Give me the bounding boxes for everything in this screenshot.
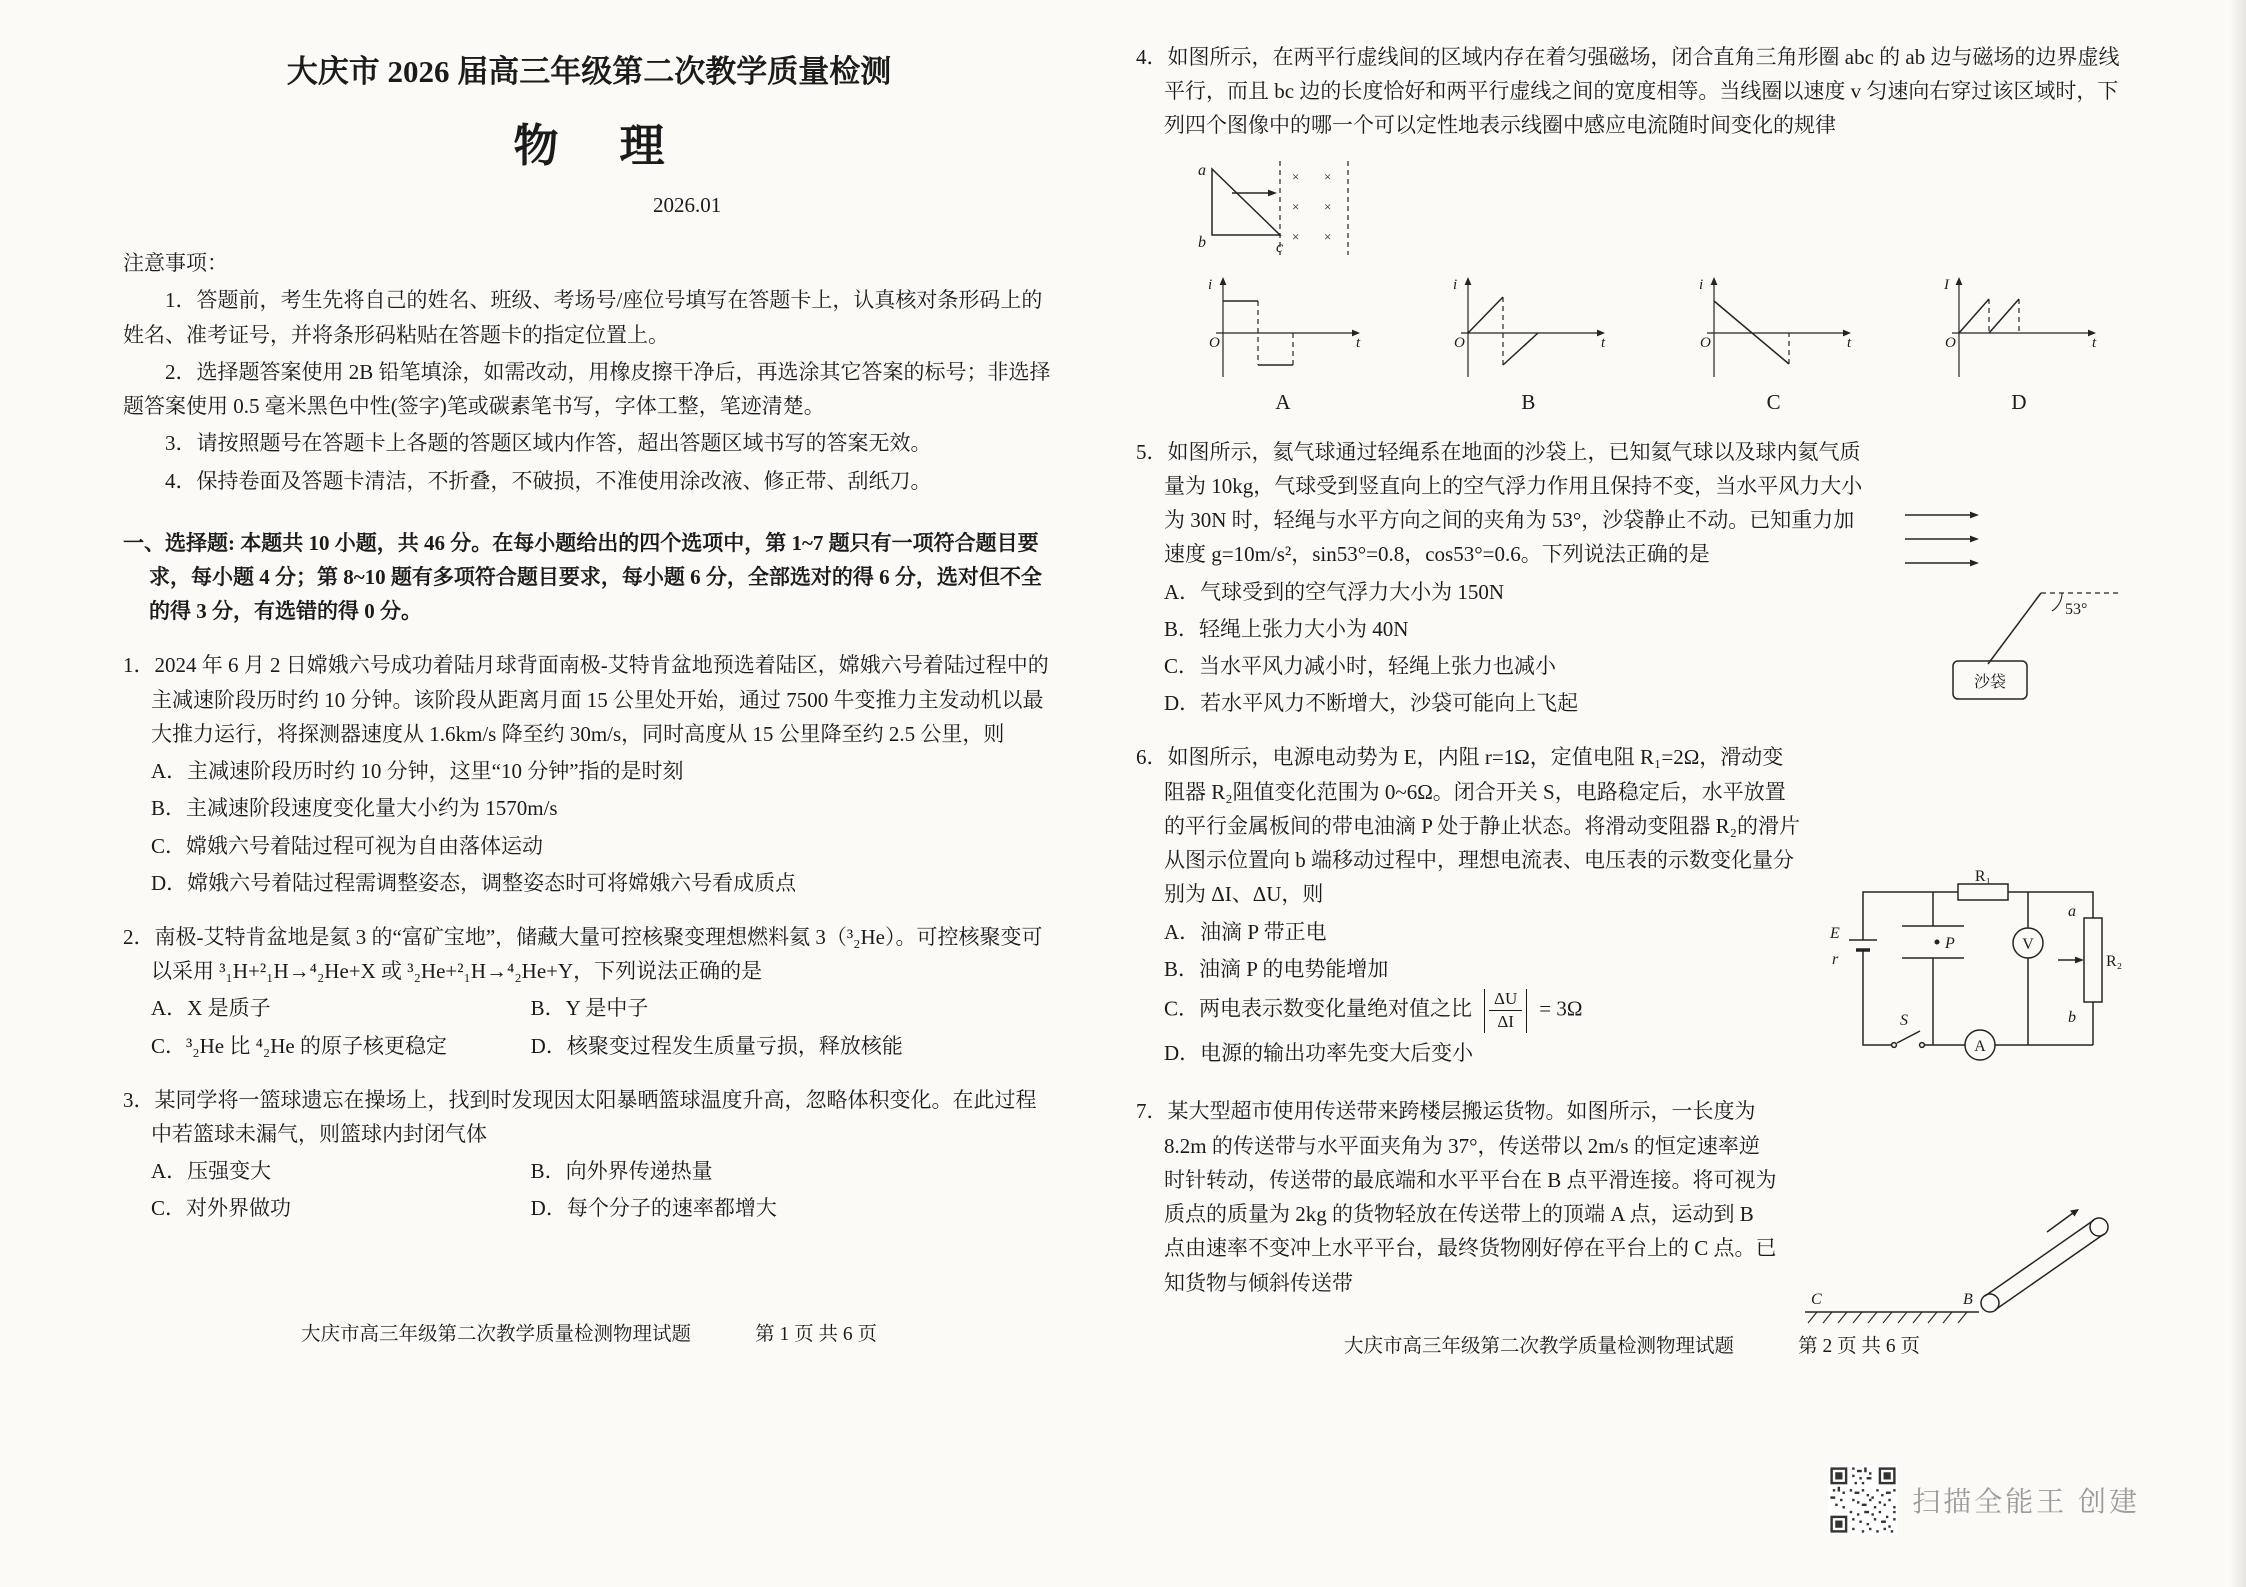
emf-label: E (1830, 925, 1840, 943)
platform (1805, 1312, 1979, 1323)
graph-option-c (1679, 271, 1869, 415)
question-4 (1136, 40, 2128, 415)
question-6-stem: 6．如图所示，电源电动势为 E，内阻 r=1Ω，定值电阻 R₁=2Ω，滑动变阻器 R₂阻值变化范围为 0~6Ω。闭合开关 S，电路稳定后，水平放置的平行金属板间的带电油滴 P 处于静止状态。将滑动变阻器 R₂的滑片从图示位置向 b 端移动过程中，理想电流表、电压表的示数变化量分别为 ΔI、ΔU，则 (1136, 745, 1800, 907)
switch-icon (1892, 1031, 1925, 1047)
axis-label-t: t (1601, 334, 1606, 351)
footer-page-number: 第 1 页 共 6 页 (755, 1324, 877, 1345)
question-2-option-b: B．Y 是中子 (530, 996, 649, 1021)
rope-and-angle (1988, 593, 2121, 664)
sandbag-label: 沙袋 (1973, 673, 2007, 691)
resistor-r1-label: R₁ (1974, 870, 1992, 886)
graph-option-label: B (1521, 389, 1536, 414)
notice-item-4: 4．保持卷面及答题卡清洁，不折叠，不破损，不准使用涂改液、修正带、刮纸刀。 (165, 468, 932, 493)
axis-label-t: t (1846, 334, 1851, 351)
vertex-c-label: c (1276, 238, 1284, 256)
option-c-text: C．两电表示数变化量绝对值之比 (1164, 996, 1473, 1021)
page-1 (123, 0, 1055, 1400)
axis-origin: O (1454, 334, 1466, 351)
footer-title: 大庆市高三年级第二次教学质量检测物理试题 (1344, 1336, 1735, 1357)
notice-item-2: 2．选择题答案使用 2B 铅笔填涂，如需改动，用橡皮擦干净后，再选涂其它答案的标号；非选择题答案使用 0.5 毫米黑色中性(签字)笔或碳素笔书写，字体工整，笔迹清楚。 (123, 359, 1051, 419)
balloon-sandbag-figure (1891, 501, 2126, 706)
qr-code (1828, 1465, 1898, 1535)
notice-item-3: 3．请按照题号在答题卡上各题的答题区域内作答，超出答题区域书写的答案无效。 (165, 431, 932, 456)
page-1-footer (123, 1318, 1055, 1346)
question-1-option-d: D．嫦娥六号着陆过程需调整姿态，调整姿态时可将嫦娥六号看成质点 (151, 870, 797, 895)
question-3 (123, 1083, 1055, 1226)
question-2-option-c: C．³₂He 比 ⁴₂He 的原子核更稳定 (151, 1033, 447, 1058)
question-6 (1136, 740, 2128, 1074)
svg-text:×: × (1324, 228, 1332, 244)
graph-option-label: C (1766, 389, 1781, 414)
svg-text:×: × (1292, 198, 1300, 214)
question-6-option-d: D．电源的输出功率先变大后变小 (1164, 1040, 1474, 1065)
vertex-b-label: b (1198, 233, 1206, 251)
curve (1468, 297, 1538, 365)
question-6-option-a: A．油滴 P 带正电 (1164, 919, 1327, 944)
point-c-label: C (1811, 1291, 1822, 1309)
axis-label-i: i (1698, 276, 1703, 293)
question-2-options-row-2 (123, 1029, 1055, 1063)
section-1-header: 一、选择题: 本题共 10 小题，共 46 分。在每小题给出的四个选项中，第 1~7 题只有一项符合题目要求，每小题 4 分；第 8~10 题有多项符合题目要求，每小题 6 分，全部选对的得 6 分，选对但不全的得 3 分，有选错的得 0 分。 (123, 530, 1042, 624)
subject-heading: 物 理 (513, 121, 673, 171)
terminal-b-label: b (2068, 1009, 2076, 1027)
question-5 (1136, 435, 2128, 721)
scan-edge-shadow (2230, 0, 2246, 1587)
voltmeter-label: V (2022, 936, 2034, 954)
oil-drop (1935, 940, 1940, 945)
axis-origin: O (1209, 334, 1220, 351)
point-b-label: B (1963, 1291, 1973, 1309)
notice-heading: 注意事项： (123, 251, 228, 276)
question-5-stem: 5．如图所示，氦气球通过轻绳系在地面的沙袋上，已知氦气球以及球内氦气质量为 10kg，气球受到竖直向上的空气浮力作用且保持不变，当水平风力大小为 30N 时，轻绳与水平方向之间的夹角为 53°，沙袋静止不动。已知重力加速度 g=10m/s²，sin53°=0.8，cos53°=0.6。下列说法正确的是 (1136, 439, 1863, 567)
svg-text:×: × (1292, 228, 1300, 244)
axes (1216, 277, 1360, 377)
fraction-denominator: ΔI (1497, 1012, 1514, 1032)
axes (1707, 277, 1851, 377)
question-7 (1136, 1094, 2128, 1350)
question-5-option-c: C．当水平风力减小时，轻绳上张力也减小 (1164, 653, 1557, 678)
voltmeter-icon (2013, 892, 2043, 1045)
terminal-a-label: a (2068, 903, 2076, 921)
question-1-stem: 1．2024 年 6 月 2 日嫦娥六号成功着陆月球背面南极-艾特肯盆地预选着陆区，嫦娥六号着陆过程中的主减速阶段历时约 10 分钟。该阶段从距离月面 15 公里处开始，通过 7500 牛变推力主发动机以最大推力运行，将探测器速度从 1.6km/s 降至约 30m/s，同时高度从 15 公里降至约 2.5 公里，则 (123, 653, 1049, 746)
question-1 (123, 648, 1055, 900)
page-2 (1136, 0, 2128, 1440)
question-3-option-d: D．每个分子的速率都增大 (530, 1196, 777, 1221)
rheostat-icon (2058, 918, 2102, 1002)
battery-icon (1849, 940, 1877, 950)
option-c-value: = 3Ω (1539, 996, 1583, 1021)
angle-label: 53° (2065, 600, 2088, 618)
answer-graphs-row (1188, 271, 2114, 415)
question-1-option-a: A．主减速阶段历时约 10 分钟，这里“10 分钟”指的是时刻 (151, 759, 684, 784)
question-5-option-a: A．气球受到的空气浮力大小为 150N (1164, 579, 1505, 604)
question-2-option-a: A．X 是质子 (151, 996, 271, 1021)
triangle-loop (1212, 169, 1280, 235)
footer-title: 大庆市高三年级第二次教学质量检测物理试题 (301, 1324, 692, 1345)
fraction-numerator: ΔU (1489, 989, 1522, 1011)
axis-origin: O (1699, 334, 1711, 351)
wind-arrows-icon (1905, 511, 1979, 566)
question-7-stem: 7．某大型超市使用传送带来跨楼层搬运货物。如图所示，一长度为 8.2m 的传送带与水平面夹角为 37°，传送带以 2m/s 的恒定速率逆时针转动，传送带的最底端和水平平台在 B 点平滑连接。将可视为质点的质量为 2kg 的货物轻放在传送带上的顶端 A 点，运动到 B 点由速率不变冲上水平平台，最终货物刚好停在平台上的 C 点。已知货物与倾斜传送带 (1136, 1099, 1777, 1295)
exam-date: 2026.01 (653, 193, 722, 217)
question-2-options-row-1 (123, 991, 1055, 1025)
rheostat-label: R₂ (2106, 953, 2123, 971)
svg-text:×: × (1292, 168, 1300, 184)
notice-item-1: 1．答题前，考生先将自己的姓名、班级、考场号/座位号填写在答题卡上，认真核对条形码上的姓名、准考证号，并将条形码粘贴在答题卡的指定位置上。 (123, 288, 1043, 347)
belt-icon (1981, 1218, 2108, 1312)
vertex-a-label: a (1198, 161, 1206, 179)
graph-option-d (1924, 271, 2114, 415)
capacitor-plates-icon (1902, 892, 1964, 1045)
question-5-option-b: B．轻绳上张力大小为 40N (1164, 616, 1409, 641)
axis-label-i: i (1453, 276, 1458, 293)
question-3-options-row-1 (123, 1154, 1055, 1188)
graph-option-label: D (2011, 389, 2027, 414)
question-5-option-d: D．若水平风力不断增大，沙袋可能向上飞起 (1164, 691, 1579, 716)
svg-text:×: × (1324, 198, 1332, 214)
page-2-footer (1136, 1330, 2128, 1358)
field-boundary-lines (1280, 161, 1348, 255)
axes (1952, 277, 2096, 377)
question-3-option-b: B．向外界传递热量 (530, 1159, 713, 1184)
scanner-app-label: 扫描全能王 创建 (1912, 1486, 2140, 1517)
oil-drop-label: P (1945, 935, 1955, 953)
field-cross-icons (1292, 169, 1331, 244)
question-2-stem: 2．南极-艾特肯盆地是氦 3 的“富矿宝地”，储藏大量可控核聚变理想燃料氦 3（³₂He）。可控核聚变可以采用 ³₁H+²₁H→⁴₂He+X 或 ³₂He+²₁H→⁴₂He+Y，下列说法正确的是 (123, 924, 1043, 984)
magnetic-field-region-figure (1162, 155, 1442, 263)
question-3-options-row-2 (123, 1191, 1055, 1225)
axis-label-i: i (1208, 276, 1213, 293)
absolute-value-fraction (1480, 989, 1531, 1033)
question-2 (123, 920, 1055, 1063)
current-time-graph-d (1929, 271, 2109, 383)
question-1-option-c: C．嫦娥六号着陆过程可视为自由落体运动 (151, 833, 544, 858)
curve (1959, 299, 2019, 333)
exam-title: 大庆市 2026 届高三年级第二次教学质量检测 (286, 54, 892, 89)
axis-label-i: I (1943, 276, 1949, 293)
graph-option-label: A (1275, 389, 1291, 414)
switch-label: S (1900, 1012, 1908, 1030)
axis-label-t: t (2091, 334, 2097, 351)
ammeter-label: A (1974, 1038, 1986, 1056)
question-2-option-d: D．核聚变过程发生质量亏损，释放核能 (530, 1033, 903, 1058)
axis-origin: O (1944, 334, 1956, 351)
current-time-graph-a (1193, 271, 1373, 383)
axis-label-t: t (1356, 334, 1361, 351)
question-4-stem: 4．如图所示，在两平行虚线间的区域内存在着匀强磁场，闭合直角三角形圈 abc 的 ab 边与磁场的边界虚线平行，而且 bc 边的长度恰好和两平行虚线之间的宽度相等。当线圈以速度 v 匀速向右穿过该区域时，下列四个图像中的哪一个可以定性地表示线圈中感应电流随时间变化的规律 (1136, 45, 2120, 138)
axes (1461, 277, 1605, 377)
graph-option-a (1188, 271, 1378, 415)
question-3-option-c: C．对外界做功 (151, 1196, 292, 1221)
conveyor-belt-figure (1793, 1194, 2128, 1346)
svg-text:×: × (1324, 168, 1332, 184)
current-time-graph-b (1438, 271, 1618, 383)
internal-resistance-label: r (1832, 951, 1839, 969)
footer-page-number: 第 2 页 共 6 页 (1798, 1336, 1920, 1357)
question-6-option-b: B．油滴 P 的电势能增加 (1164, 956, 1389, 981)
scanner-watermark (1828, 1465, 2140, 1535)
belt-direction-arrow-icon (2047, 1209, 2079, 1232)
graph-option-b (1433, 271, 1623, 415)
question-3-option-a: A．压强变大 (151, 1159, 272, 1184)
current-time-graph-c (1684, 271, 1864, 383)
circuit-figure (1818, 870, 2128, 1070)
resistor-r1-icon (1958, 884, 2008, 900)
circuit-wires (1863, 892, 2093, 1045)
question-1-option-b: B．主减速阶段速度变化量大小约为 1570m/s (151, 796, 558, 821)
question-3-stem: 3．某同学将一篮球遗忘在操场上，找到时发现因太阳暴晒篮球温度升高，忽略体积变化。在此过程中若篮球未漏气，则篮球内封闭气体 (123, 1087, 1037, 1147)
